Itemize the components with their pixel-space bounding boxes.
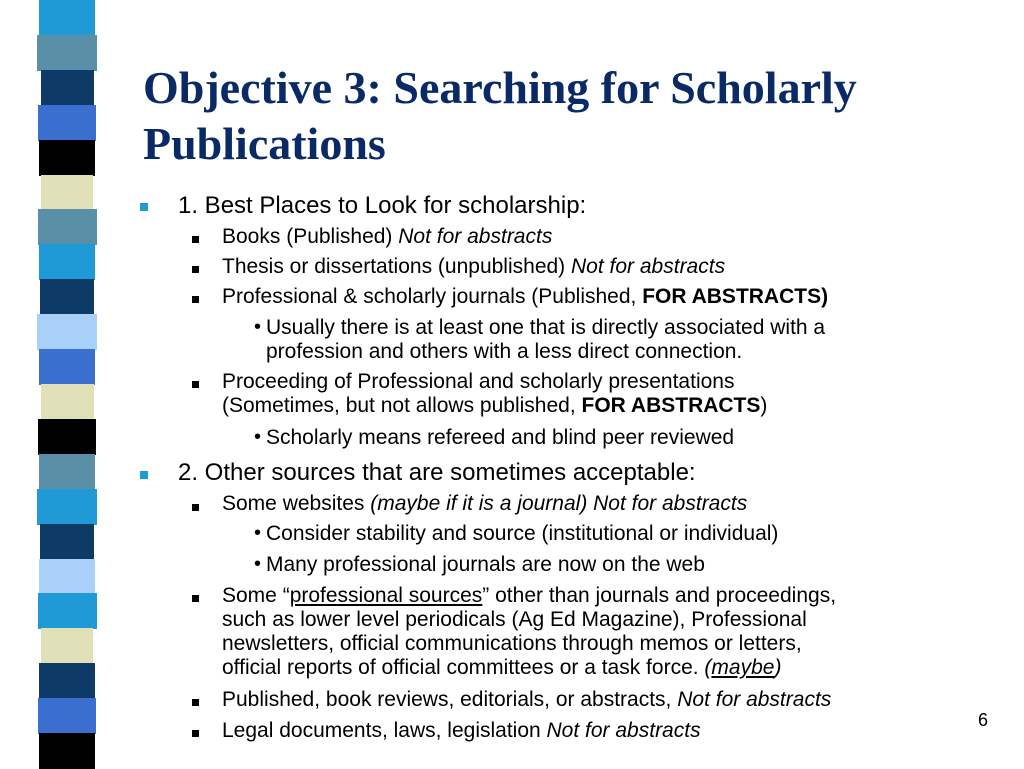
list-item: Proceeding of Professional and scholarly presentations (Sometimes, but not allows published, FOR ABSTRACTS) bbox=[222, 370, 768, 417]
stripe-segment bbox=[39, 454, 95, 490]
bullet-icon bbox=[192, 266, 199, 273]
stripe-segment bbox=[38, 419, 96, 455]
professional-sources-link: professional sources bbox=[289, 584, 483, 607]
list-item: 1. Best Places to Look for scholarship: bbox=[178, 192, 587, 219]
list-item: Some websites (maybe if it is a journal) Not for abstracts bbox=[222, 492, 748, 515]
list-item: Consider stability and source (institutional or individual) bbox=[266, 522, 779, 545]
list-item: Scholarly means refereed and blind peer reviewed bbox=[266, 426, 735, 449]
bullet-icon bbox=[192, 381, 199, 388]
bullet-icon bbox=[140, 203, 148, 211]
list-item: 2. Other sources that are sometimes acceptable: bbox=[178, 459, 696, 486]
stripe-segment bbox=[39, 244, 95, 280]
stripe-segment bbox=[37, 35, 97, 71]
stripe-segment bbox=[39, 349, 95, 385]
stripe-segment bbox=[38, 593, 97, 629]
bullet-icon: • bbox=[254, 426, 262, 448]
bullet-icon bbox=[192, 504, 199, 511]
decorative-stripe-bar bbox=[36, 0, 98, 768]
bullet-icon bbox=[140, 471, 148, 479]
list-item: Usually there is at least one that is directly associated with a profession and others with a less direct connection. bbox=[266, 316, 826, 363]
stripe-segment bbox=[39, 0, 95, 36]
bullet-icon: • bbox=[254, 553, 262, 575]
bullet-icon bbox=[192, 730, 199, 737]
stripe-segment bbox=[41, 70, 94, 106]
stripe-segment bbox=[38, 209, 97, 245]
list-item: Some “professional sources” other than journals and proceedings, such as lower level periodicals (Ag Ed Magazine), Professional newsletters, official communications through memos or letters, official reports of official committees or a task force. (maybe) bbox=[222, 584, 837, 679]
stripe-segment bbox=[41, 628, 93, 664]
stripe-segment bbox=[39, 559, 95, 595]
stripe-segment bbox=[37, 489, 97, 525]
bullet-icon bbox=[192, 699, 199, 706]
stripe-segment bbox=[41, 175, 93, 211]
bullet-icon: • bbox=[254, 522, 262, 544]
list-item: Published, book reviews, editorials, or abstracts, Not for abstracts bbox=[222, 688, 832, 711]
stripe-segment bbox=[38, 105, 96, 141]
list-item: Professional & scholarly journals (Published, FOR ABSTRACTS) bbox=[222, 285, 829, 308]
stripe-segment bbox=[40, 279, 94, 315]
stripe-segment bbox=[40, 524, 94, 560]
bullet-icon bbox=[192, 595, 199, 602]
stripe-segment bbox=[39, 733, 95, 769]
stripe-segment bbox=[39, 140, 95, 176]
bullet-icon bbox=[192, 296, 199, 303]
list-item: Many professional journals are now on the web bbox=[266, 553, 705, 576]
list-item: Legal documents, laws, legislation Not for abstracts bbox=[222, 719, 701, 742]
bullet-icon: • bbox=[254, 316, 262, 338]
stripe-segment bbox=[38, 698, 96, 734]
page-number: 6 bbox=[977, 710, 988, 730]
stripe-segment bbox=[39, 663, 95, 699]
stripe-segment bbox=[37, 314, 97, 350]
bullet-icon bbox=[192, 236, 199, 243]
list-item: Thesis or dissertations (unpublished) Not for abstracts bbox=[222, 255, 726, 278]
stripe-segment bbox=[41, 384, 94, 420]
slide-title: Objective 3: Searching for Scholarly Publications bbox=[143, 62, 857, 169]
list-item: Books (Published) Not for abstracts bbox=[222, 225, 553, 248]
